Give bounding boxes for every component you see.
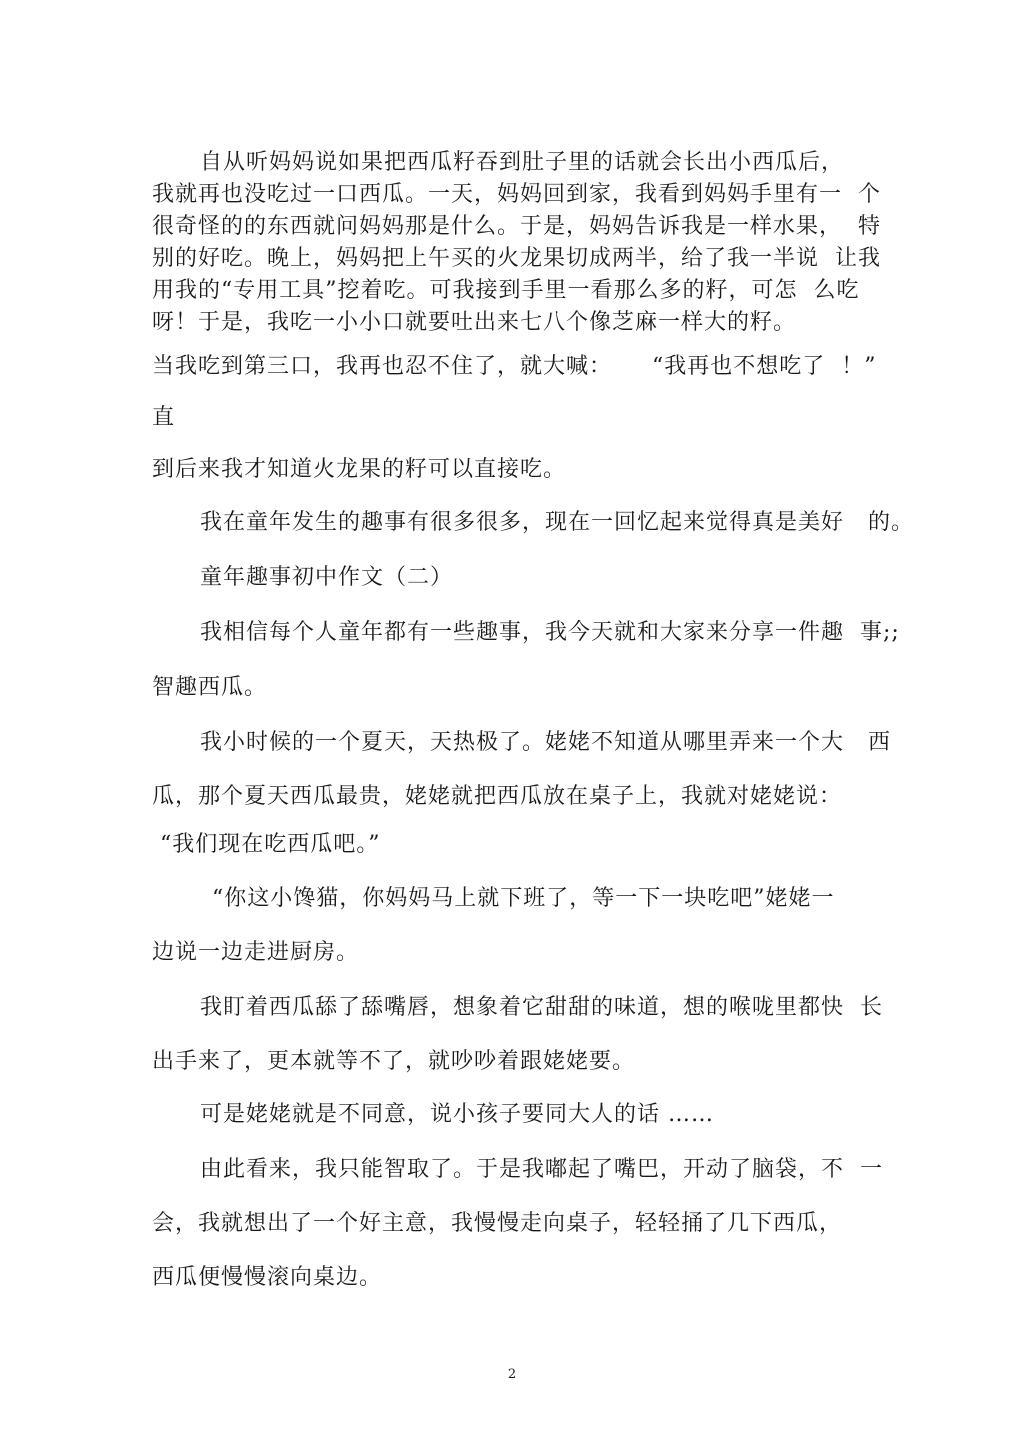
paragraph-line: 瓜，那个夏天西瓜最贵，姥姥就把西瓜放在桌子上，我就对姥姥说： bbox=[152, 784, 843, 809]
paragraph-line: 呀！于是，我吃一小小口就要吐出来七八个像芝麻一样大的籽。 bbox=[152, 310, 797, 335]
paragraph-line: 很奇怪的的东西就问妈妈那是什么。于是，妈妈告诉我是一样水果， 特 bbox=[152, 214, 881, 239]
paragraph-line: 我在童年发生的趣事有很多很多，现在一回忆起来觉得真是美好 的。 bbox=[200, 510, 914, 535]
paragraph-line: 我就再也没吃过一口西瓜。一天，妈妈回到家，我看到妈妈手里有一 个 bbox=[152, 182, 881, 207]
paragraph-line: 我小时候的一个夏天，天热极了。姥姥不知道从哪里弄来一个大 西 bbox=[200, 730, 891, 755]
paragraph-line: 我盯着西瓜舔了舔嘴唇，想象着它甜甜的味道，想的喉咙里都快 长 bbox=[200, 995, 883, 1020]
paragraph-line: 到后来我才知道火龙果的籽可以直接吃。 bbox=[152, 457, 567, 482]
paragraph-line: 自从听妈妈说如果把西瓜籽吞到肚子里的话就会长出小西瓜后， bbox=[200, 150, 845, 175]
paragraph-line: 智趣西瓜。 bbox=[152, 675, 268, 700]
section-heading: 童年趣事初中作文（二） bbox=[200, 565, 454, 590]
paragraph-line: 可是姥姥就是不同意，说小孩子要同大人的话 …… bbox=[200, 1102, 714, 1127]
paragraph-line: “我们现在吃西瓜吧。” bbox=[160, 832, 381, 857]
paragraph-line: 直 bbox=[152, 405, 176, 430]
paragraph-line: “你这小馋猫，你妈妈马上就下班了，等一下一块吃吧”姥姥一 bbox=[212, 886, 835, 911]
page-number: 2 bbox=[507, 1367, 517, 1382]
paragraph-line: 会，我就想出了一个好主意，我慢慢走向桌子，轻轻捅了几下西瓜， bbox=[152, 1211, 843, 1236]
paragraph-line: 我相信每个人童年都有一些趣事，我今天就和大家来分享一件趣 事;; bbox=[200, 620, 900, 645]
paragraph-line: 当我吃到第三口，我再也忍不住了，就大喊： “我再也不想吃了 ！” bbox=[152, 354, 877, 379]
paragraph-line: 别的好吃。晚上，妈妈把上午买的火龙果切成两半，给了我一半说 让我 bbox=[152, 246, 881, 271]
paragraph-line: 西瓜便慢慢滚向桌边。 bbox=[152, 1265, 383, 1290]
paragraph-line: 用我的“专用工具”挖着吃。可我接到手里一看那么多的籽，可怎 么吃 bbox=[152, 278, 860, 303]
paragraph-line: 由此看来，我只能智取了。于是我嘟起了嘴巴，开动了脑袋，不 一 bbox=[200, 1157, 883, 1182]
paragraph-line: 出手来了，更本就等不了，就吵吵着跟姥姥要。 bbox=[152, 1049, 636, 1074]
paragraph-line: 边说一边走进厨房。 bbox=[152, 940, 360, 965]
